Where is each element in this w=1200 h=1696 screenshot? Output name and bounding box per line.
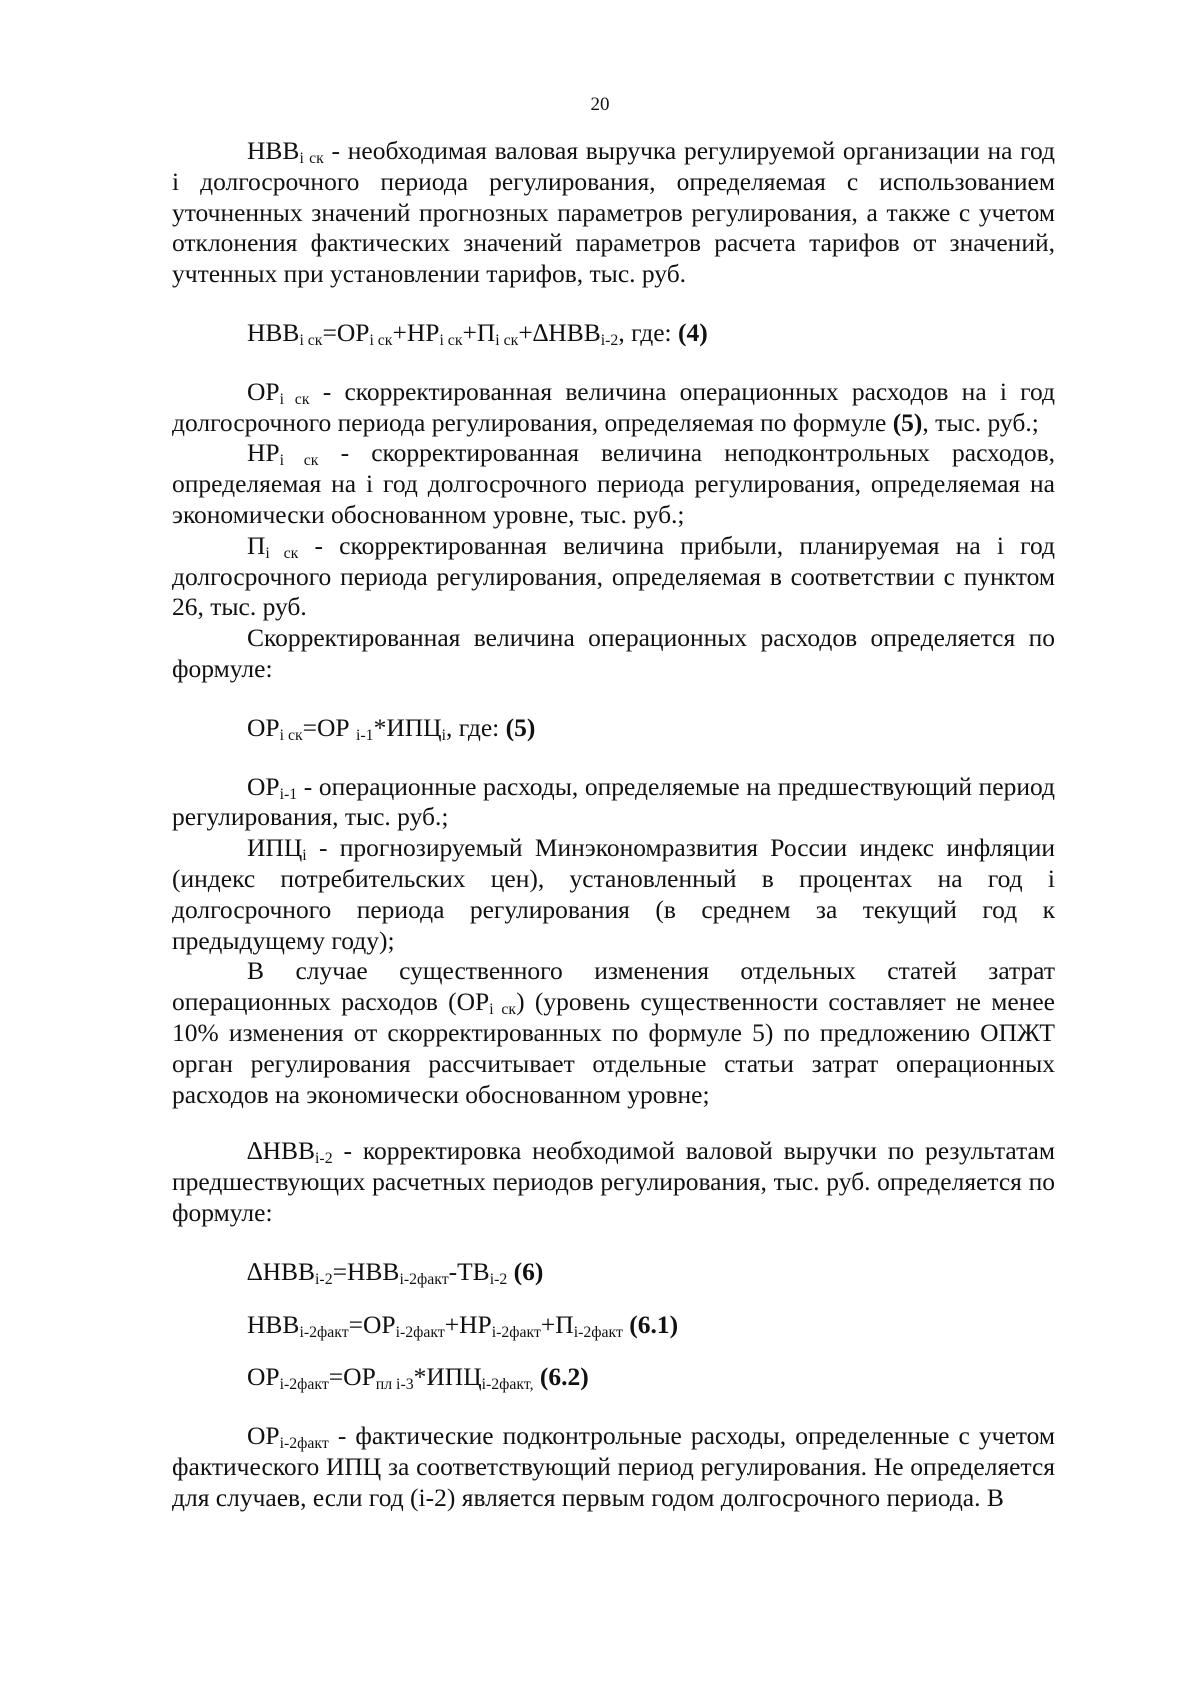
formula-number: (4)	[678, 317, 708, 347]
page-number: 20	[590, 94, 610, 115]
definition-p-isk: $П_{i ск}$ - скорректированная величина прибыли, планируемая на i год долгосрочного периода регулирования, определяемая в соответствии с пунктом 26, тыс. руб.	[172, 530, 1055, 622]
symbol: НВВ	[247, 136, 300, 165]
formula-6-2: $ОР_{i-2факт}=ОР_{пл i-3}*ИПЦ_{i-2факт,}$ (6.2)	[247, 1362, 589, 1394]
definition-nr-isk: $НР_{i ск}$ - скорректированная величина неподконтрольных расходов, определяемая на i год долгосрочного периода регулирования, определяемая на экономически обоснованном уровне, тыс. руб.;	[172, 438, 1055, 529]
definition-ipc-i: $ИПЦ_i$ - прогнозируемый Минэкономразвития России индекс инфляции (индекс потребительских цен), установленный в процентах на год i долгосрочного периода регулирования (в среднем за текущий год к предыдущему году);	[172, 833, 1055, 955]
formula-number: (6)	[507, 1256, 544, 1286]
formula-6-1: $НВВ_{i-2факт}=ОР_{i-2факт}+НР_{i-2факт}+П_{i-2факт}$ (6.1)	[247, 1309, 679, 1341]
formula-5: $ОР_{i ск}=ОР$ $_{i-1}*ИПЦ_i$, где: (5)	[247, 712, 536, 744]
definition-or-i2fakt: $ОР_{i-2факт}$ - фактические подконтрольные расходы, определенные с учетом фактического ИПЦ за соответствующий период регулирования. Не определяется для случаев, если год (i-2) является первым годом долгосрочного периода. В	[172, 1421, 1055, 1512]
formula-6: $\Delta НВВ_{i-2}=НВВ_{i-2факт}-ТВ_{i-2}$ (6)	[247, 1256, 544, 1288]
document-body	[172, 136, 1055, 1513]
definition-text: - необходимая валовая выручка регулируемой организации на год i долгосрочного периода регулирования, определяемая с использованием уточненных значений прогнозных параметров регулирования, а также с учетом отклонения фактических значений параметров расчета тарифов от значений, учтенных при установлении тарифов, тыс. руб.	[172, 136, 1055, 289]
formula-reference: (5)	[892, 407, 923, 437]
subscript: i ск	[299, 149, 324, 167]
formula-4: $НВВ_{i ск}=ОР_{i ск}+НР_{i ск}+П_{i ск}+\Delta НВВ_{i-2}$, где: (4)	[247, 317, 708, 349]
definition-or-isk: $ОР_{i ск}$ - скорректированная величина операционных расходов на i год долгосрочного периода регулирования, определяемая по формуле (5), тыс. руб.;	[172, 376, 1055, 437]
formula-number: (6.1)	[622, 1309, 679, 1339]
definition-nvv-isk	[172, 136, 1055, 290]
definition-delta-nvv: $\Delta НВВ_{i-2}$ - корректировка необходимой валовой выручки по результатам предшествующих расчетных периодов регулирования, тыс. руб. определяется по формуле:	[172, 1136, 1055, 1227]
formula-intro-5: Скорректированная величина операционных расходов определяется по формуле:	[172, 623, 1055, 683]
formula-number: (6.2)	[533, 1362, 589, 1392]
definition-or-i1: $ОР_{i-1}$ - операционные расходы, определяемые на предшествующий период регулирования, тыс. руб.;	[172, 771, 1055, 832]
paragraph-significant-change: В случае существенного изменения отдельных статей затрат операционных расходов $(ОР_{i ск})$ (уровень существенности составляет не менее 10% изменения от скорректированных по формуле 5) по предложению ОПЖТ орган регулирования рассчитывает отдельные статьи затрат операционных расходов на экономически обоснованном уровне;	[172, 956, 1055, 1109]
formula-number: (5)	[505, 712, 536, 742]
